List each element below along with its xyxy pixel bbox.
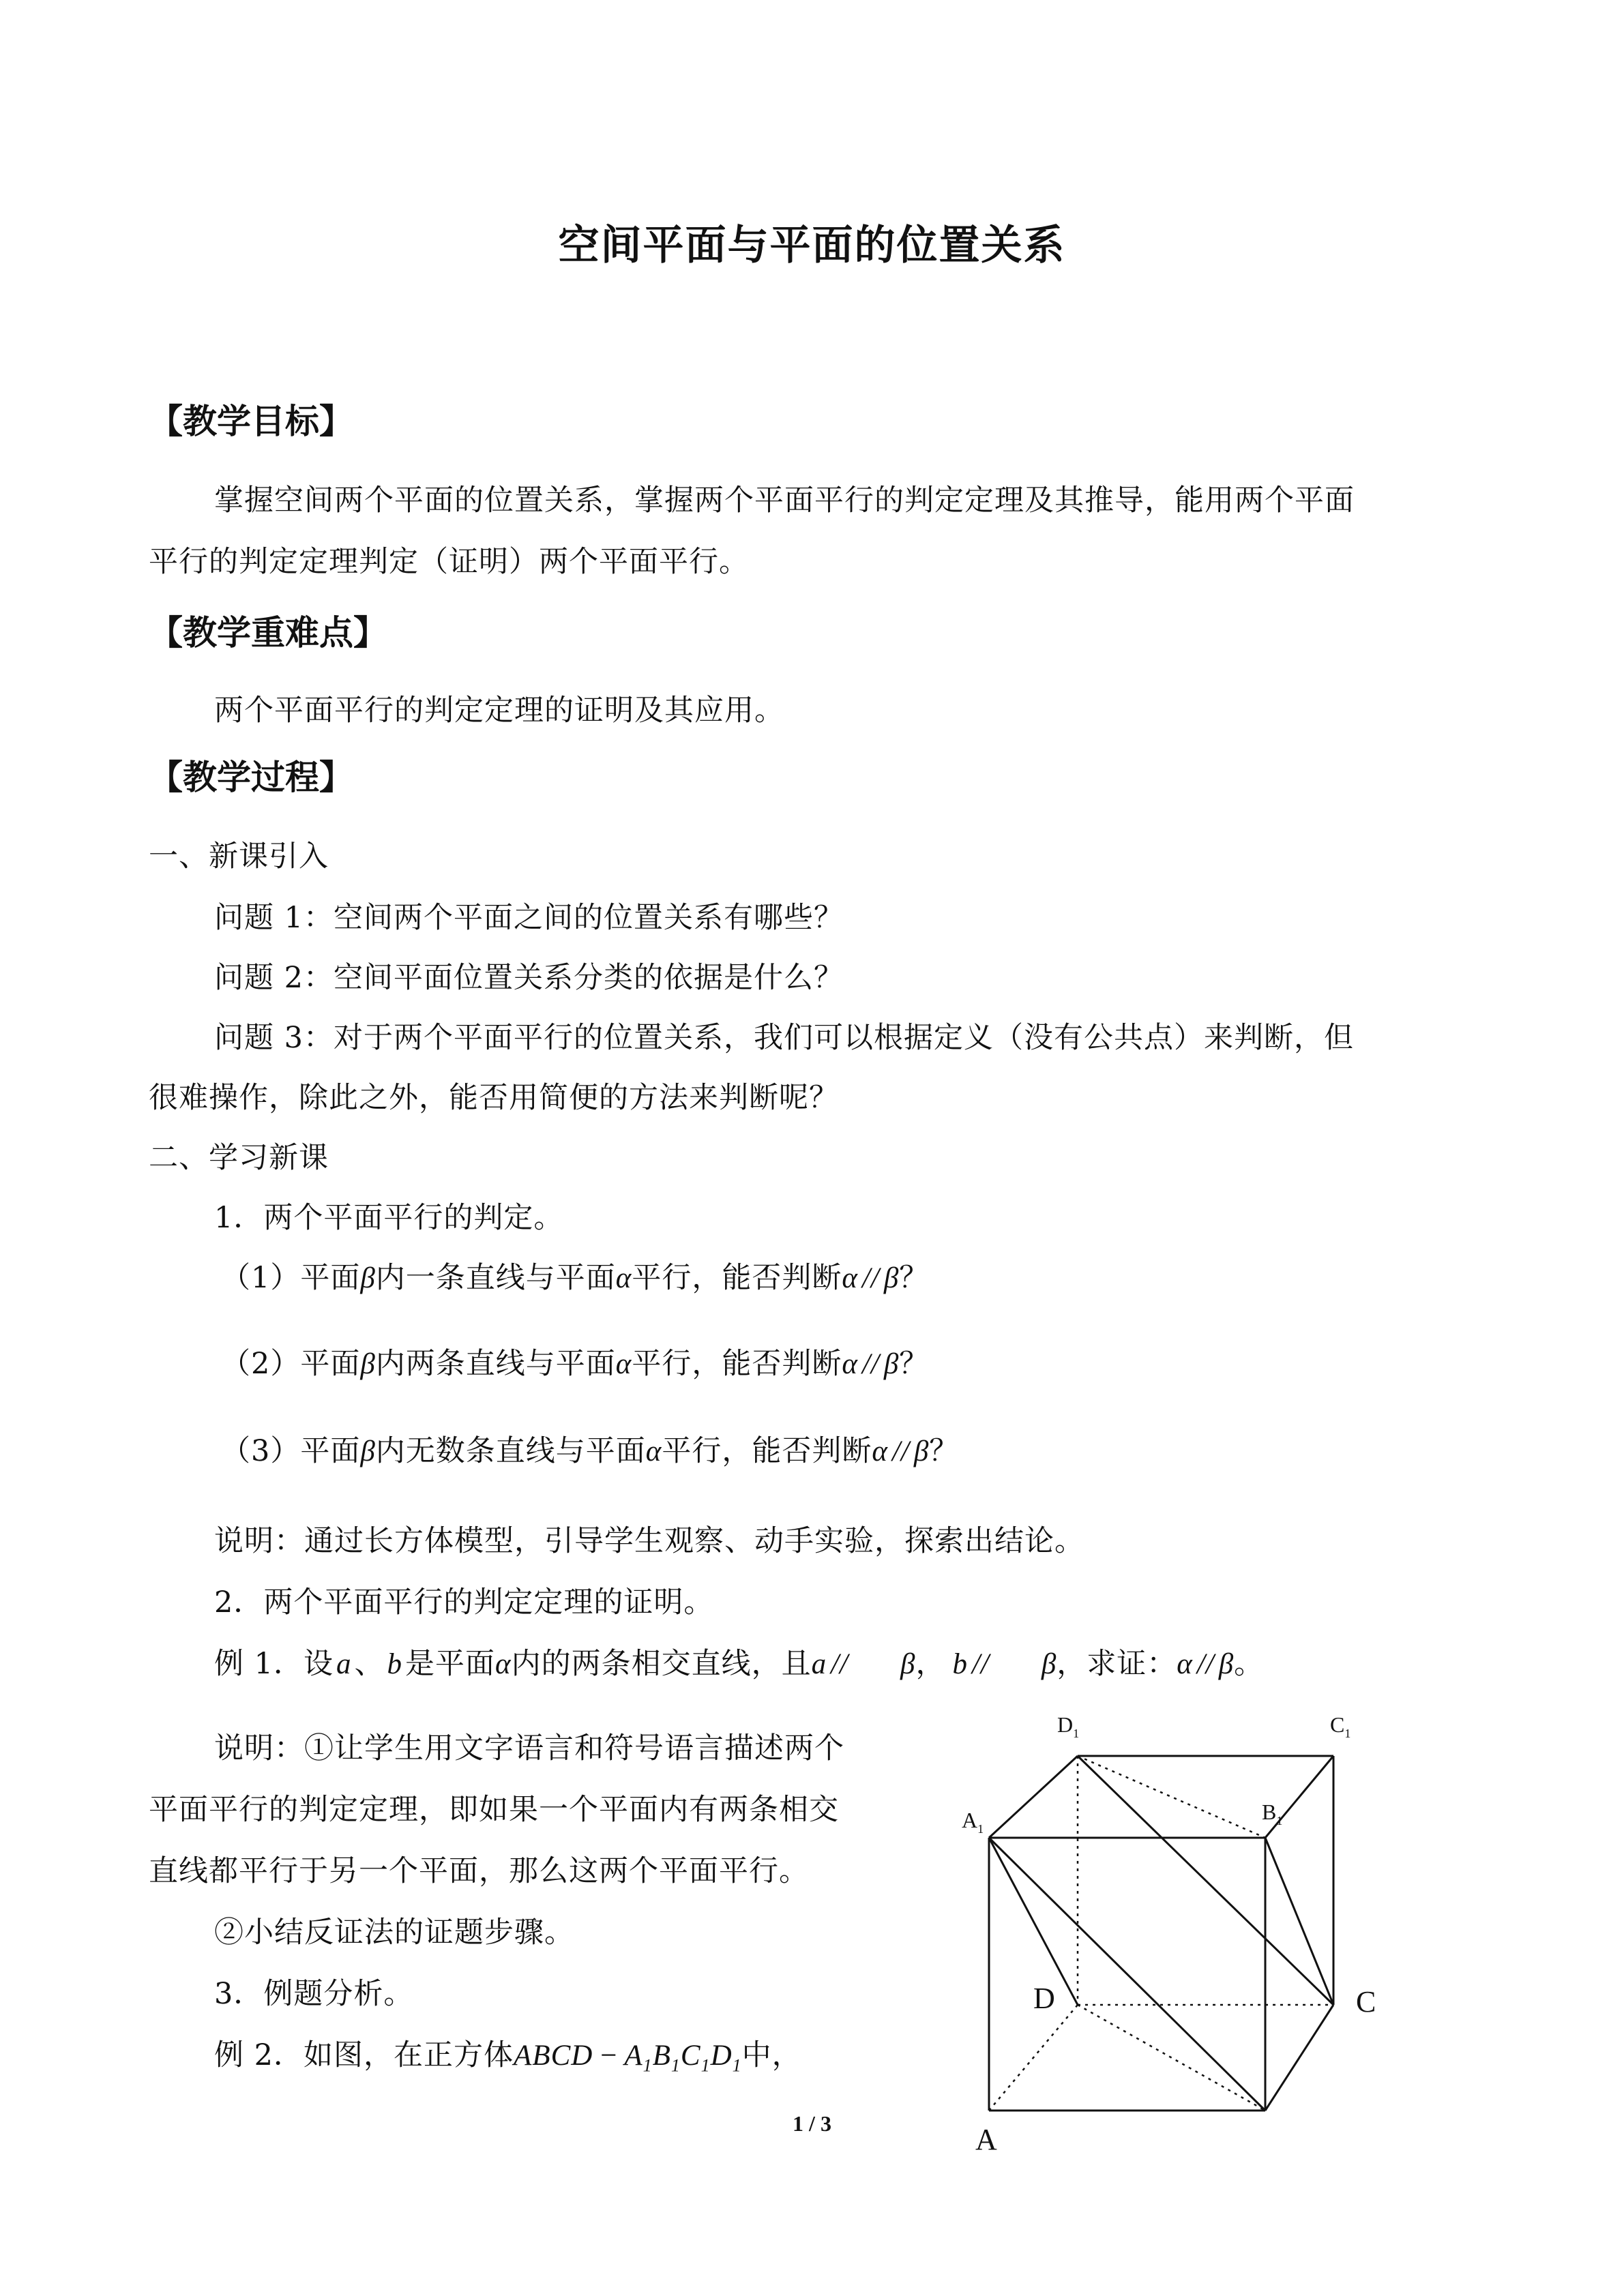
item-2: 2．两个平面平行的判定定理的证明。: [214, 1585, 714, 1620]
page-title: 空间平面与平面的位置关系: [558, 222, 1066, 269]
label-c: C: [1356, 1985, 1376, 2018]
sub-question-1: （1）平面β内一条直线与平面α平行，能否判断α // β？: [221, 1261, 930, 1295]
sub-question-2: （2）平面β内两条直线与平面α平行，能否判断α // β？: [221, 1347, 930, 1381]
hidden-edge-a-d: [989, 2005, 1078, 2111]
label-c1: $C_1$: [1330, 1712, 1351, 1740]
diag-a1-b: [989, 1838, 1265, 2111]
key-points-line: 两个平面平行的判定定理的证明及其应用。: [214, 694, 784, 728]
note-2-line-3: 直线都平行于另一个平面，那么这两个平面平行。: [149, 1854, 809, 1888]
edge-b1-c1: [1265, 1756, 1333, 1838]
part2-title: 二、学习新课: [149, 1141, 329, 1175]
item-3: 3．例题分析。: [214, 1977, 414, 2011]
example-1: 例 1．设a、b是平面α内的两条相交直线，且a // β， b // β，求证：α // β。: [214, 1647, 1265, 1681]
note-1: 说明：通过长方体模型，引导学生观察、动手实验，探索出结论。: [214, 1524, 1084, 1558]
section-heading-process: 【教学过程】: [149, 758, 353, 797]
note-3: ②小结反证法的证题步骤。: [214, 1915, 574, 1950]
question-1: 问题 1：空间两个平面之间的位置关系有哪些？: [214, 901, 844, 935]
label-a1: $A_1$: [962, 1808, 984, 1836]
page-number: 1 / 3: [793, 2111, 831, 2136]
note-2-line-2: 平面平行的判定定理，即如果一个平面内有两条相交: [149, 1793, 839, 1827]
label-d: D: [1033, 1982, 1055, 2015]
edge-b-c: [1265, 2005, 1333, 2111]
example-2: 例 2．如图，在正方体ABCD − $A_1B_1C_1D_1$中，: [214, 2038, 802, 2076]
note-2-line-1: 说明：①让学生用文字语言和符号语言描述两个: [214, 1731, 844, 1765]
question-2: 问题 2：空间平面位置关系分类的依据是什么？: [214, 961, 844, 995]
label-d1: $D_1$: [1057, 1712, 1080, 1740]
edge-a1-d1: [989, 1756, 1078, 1838]
question-3-line-2: 很难操作，除此之外，能否用简便的方法来判断呢？: [149, 1081, 839, 1115]
part1-title: 一、新课引入: [149, 839, 329, 874]
question-3-line-1: 问题 3：对于两个平面平行的位置关系，我们可以根据定义（没有公共点）来判断，但: [214, 1021, 1355, 1055]
goals-line-1: 掌握空间两个平面的位置关系，掌握两个平面平行的判定定理及其推导，能用两个平面: [214, 483, 1355, 518]
diag-b1-c: [1265, 1838, 1333, 2005]
hidden-diag-d-b: [1078, 2005, 1265, 2111]
sub-question-3: （3）平面β内无数条直线与平面α平行，能否判断α // β？: [221, 1434, 960, 1468]
diag-d1-c: [1078, 1756, 1333, 2005]
section-heading-key-points: 【教学重难点】: [149, 613, 387, 653]
label-a: A: [975, 2123, 997, 2156]
label-b1: $B_1$: [1262, 1800, 1283, 1828]
section-heading-goals: 【教学目标】: [149, 402, 353, 441]
hidden-diag-d1-b1: [1078, 1756, 1265, 1838]
goals-line-2: 平行的判定定理判定（证明）两个平面平行。: [149, 545, 749, 579]
item-1: 1．两个平面平行的判定。: [214, 1201, 564, 1235]
cube-figure: [941, 1691, 1419, 2168]
diag-a1-d: [989, 1838, 1078, 2005]
